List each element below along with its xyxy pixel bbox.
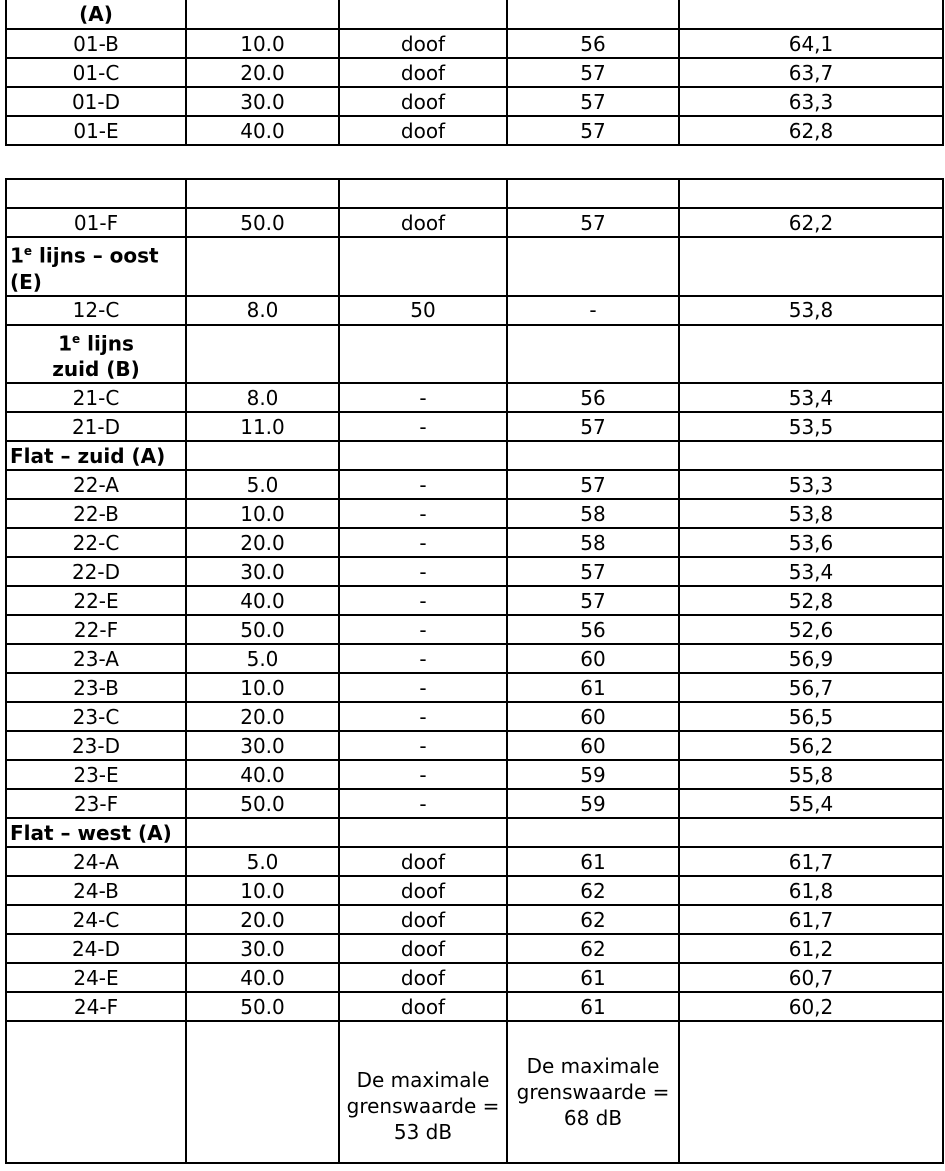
table-row — [6, 470, 943, 499]
height-value: 20.0 — [186, 58, 339, 87]
point-id: 12-C — [6, 296, 186, 325]
empty-cell — [339, 237, 507, 296]
column4-value: 57 — [507, 557, 679, 586]
column4-value: 61 — [507, 847, 679, 876]
table-row — [6, 731, 943, 760]
height-value: 10.0 — [186, 499, 339, 528]
section-header-row — [6, 818, 943, 847]
column3-value: - — [339, 528, 507, 557]
table-row — [6, 644, 943, 673]
point-id: 22-E — [6, 586, 186, 615]
empty-cell — [186, 1021, 339, 1163]
table-row — [6, 615, 943, 644]
height-value: 20.0 — [186, 702, 339, 731]
column3-value: doof — [339, 116, 507, 145]
column4-value: 60 — [507, 731, 679, 760]
table-row — [6, 702, 943, 731]
column3-value: doof — [339, 963, 507, 992]
column5-value: 53,6 — [679, 528, 943, 557]
column3-value: - — [339, 586, 507, 615]
column4-value: 57 — [507, 87, 679, 116]
table-row — [6, 208, 943, 237]
height-value: 30.0 — [186, 934, 339, 963]
point-id: 22-C — [6, 528, 186, 557]
section-label: (A) — [6, 0, 186, 29]
empty-cell — [339, 441, 507, 470]
column4-value: 57 — [507, 470, 679, 499]
table-row — [6, 673, 943, 702]
empty-cell — [507, 325, 679, 384]
column3-value: doof — [339, 58, 507, 87]
column5-value: 61,8 — [679, 876, 943, 905]
empty-cell — [679, 0, 943, 29]
results-table-main — [5, 178, 944, 1164]
table-row — [6, 586, 943, 615]
column3-value: 50 — [339, 296, 507, 325]
empty-cell — [679, 441, 943, 470]
column3-value: - — [339, 760, 507, 789]
column4-value: 59 — [507, 760, 679, 789]
point-id: 01-B — [6, 29, 186, 58]
column5-value: 52,6 — [679, 615, 943, 644]
column3-value: doof — [339, 876, 507, 905]
point-id: 24-C — [6, 905, 186, 934]
height-value: 20.0 — [186, 905, 339, 934]
table-row — [6, 847, 943, 876]
height-value: 5.0 — [186, 470, 339, 499]
height-value: 30.0 — [186, 87, 339, 116]
height-value: 50.0 — [186, 992, 339, 1021]
table-row — [6, 296, 943, 325]
height-value: 30.0 — [186, 557, 339, 586]
column4-value: 57 — [507, 116, 679, 145]
height-value: 50.0 — [186, 789, 339, 818]
table-row — [6, 29, 943, 58]
section-header-row — [6, 325, 943, 384]
height-value: 20.0 — [186, 528, 339, 557]
column5-value: 64,1 — [679, 29, 943, 58]
column3-value: - — [339, 702, 507, 731]
column3-value: doof — [339, 992, 507, 1021]
empty-cell — [186, 179, 339, 208]
point-id: 24-D — [6, 934, 186, 963]
empty-cell — [679, 237, 943, 296]
column5-value: 61,7 — [679, 905, 943, 934]
column4-value: 59 — [507, 789, 679, 818]
height-value: 8.0 — [186, 383, 339, 412]
height-value: 5.0 — [186, 644, 339, 673]
limit-note: De maximale grenswaarde = 53 dB — [339, 1021, 507, 1163]
table-row — [6, 905, 943, 934]
empty-cell — [507, 441, 679, 470]
height-value: 11.0 — [186, 412, 339, 441]
empty-cell — [339, 0, 507, 29]
column3-value: doof — [339, 87, 507, 116]
column5-value: 63,7 — [679, 58, 943, 87]
column4-value: 56 — [507, 29, 679, 58]
column5-value: 61,2 — [679, 934, 943, 963]
empty-cell — [339, 325, 507, 384]
column4-value: 58 — [507, 528, 679, 557]
point-id: 22-B — [6, 499, 186, 528]
column3-value: - — [339, 383, 507, 412]
height-value: 10.0 — [186, 29, 339, 58]
point-id: 01-C — [6, 58, 186, 87]
point-id: 01-F — [6, 208, 186, 237]
column5-value: 56,9 — [679, 644, 943, 673]
column3-value: doof — [339, 905, 507, 934]
empty-cell — [679, 818, 943, 847]
limit-note: De maximale grenswaarde = 68 dB — [507, 1021, 679, 1163]
column5-value: 55,8 — [679, 760, 943, 789]
column4-value: 57 — [507, 208, 679, 237]
height-value: 40.0 — [186, 116, 339, 145]
height-value: 5.0 — [186, 847, 339, 876]
column4-value: 58 — [507, 499, 679, 528]
point-id: 23-C — [6, 702, 186, 731]
section-header-row — [6, 0, 943, 29]
column5-value: 53,3 — [679, 470, 943, 499]
point-id: 23-B — [6, 673, 186, 702]
table-row — [6, 87, 943, 116]
height-value: 40.0 — [186, 760, 339, 789]
section-label-zuid: 1e lijns zuid (B) — [6, 325, 186, 384]
column4-value: 57 — [507, 58, 679, 87]
column3-value: doof — [339, 29, 507, 58]
column4-value: 56 — [507, 383, 679, 412]
height-value: 30.0 — [186, 731, 339, 760]
column4-value: 62 — [507, 905, 679, 934]
column3-value: - — [339, 644, 507, 673]
column5-value: 60,7 — [679, 963, 943, 992]
column5-value: 56,2 — [679, 731, 943, 760]
point-id: 22-F — [6, 615, 186, 644]
column3-value: - — [339, 789, 507, 818]
column3-value: - — [339, 615, 507, 644]
empty-cell — [186, 237, 339, 296]
column5-value: 62,2 — [679, 208, 943, 237]
point-id: 23-E — [6, 760, 186, 789]
table-row — [6, 760, 943, 789]
table-row — [6, 934, 943, 963]
empty-cell — [507, 179, 679, 208]
column5-value: 53,8 — [679, 296, 943, 325]
point-id: 23-F — [6, 789, 186, 818]
point-id: 24-A — [6, 847, 186, 876]
height-value: 10.0 — [186, 673, 339, 702]
empty-cell — [507, 237, 679, 296]
column5-value: 60,2 — [679, 992, 943, 1021]
column5-value: 53,4 — [679, 557, 943, 586]
table-row — [6, 789, 943, 818]
height-value: 40.0 — [186, 963, 339, 992]
height-value: 50.0 — [186, 208, 339, 237]
column5-value: 61,7 — [679, 847, 943, 876]
table-row — [6, 116, 943, 145]
column5-value: 53,4 — [679, 383, 943, 412]
empty-cell — [6, 1021, 186, 1163]
column5-value: 53,5 — [679, 412, 943, 441]
column4-value: 61 — [507, 963, 679, 992]
height-value: 50.0 — [186, 615, 339, 644]
column5-value: 55,4 — [679, 789, 943, 818]
point-id: 24-B — [6, 876, 186, 905]
empty-cell — [186, 441, 339, 470]
table-row — [6, 58, 943, 87]
column4-value: 61 — [507, 673, 679, 702]
empty-cell — [339, 818, 507, 847]
empty-cell — [507, 0, 679, 29]
column4-value: 60 — [507, 702, 679, 731]
empty-cell — [186, 818, 339, 847]
section-label-flat-zuid: Flat – zuid (A) — [6, 441, 186, 470]
empty-cell — [679, 179, 943, 208]
column3-value: - — [339, 731, 507, 760]
table-row — [6, 963, 943, 992]
table-row — [6, 528, 943, 557]
point-id: 22-D — [6, 557, 186, 586]
column5-value: 62,8 — [679, 116, 943, 145]
column4-value: 61 — [507, 992, 679, 1021]
results-table-top — [5, 0, 944, 146]
column5-value: 52,8 — [679, 586, 943, 615]
column3-value: doof — [339, 847, 507, 876]
column5-value: 56,7 — [679, 673, 943, 702]
column5-value: 63,3 — [679, 87, 943, 116]
table-row — [6, 992, 943, 1021]
section-label-oost: 1e lijns – oost (E) — [6, 237, 186, 296]
section-header-row — [6, 237, 943, 296]
empty-cell — [6, 179, 186, 208]
note-row — [6, 1021, 943, 1163]
section-label-flat-west: Flat – west (A) — [6, 818, 186, 847]
point-id: 01-D — [6, 87, 186, 116]
column3-value: doof — [339, 208, 507, 237]
height-value: 8.0 — [186, 296, 339, 325]
blank-header-row — [6, 179, 943, 208]
empty-cell — [679, 325, 943, 384]
column3-value: - — [339, 412, 507, 441]
empty-cell — [186, 325, 339, 384]
column5-value: 56,5 — [679, 702, 943, 731]
height-value: 10.0 — [186, 876, 339, 905]
empty-cell — [339, 179, 507, 208]
column3-value: - — [339, 499, 507, 528]
table-row — [6, 557, 943, 586]
column4-value: - — [507, 296, 679, 325]
column3-value: - — [339, 673, 507, 702]
column5-value: 53,8 — [679, 499, 943, 528]
column4-value: 62 — [507, 934, 679, 963]
point-id: 21-C — [6, 383, 186, 412]
section-header-row — [6, 441, 943, 470]
column4-value: 62 — [507, 876, 679, 905]
column4-value: 60 — [507, 644, 679, 673]
column4-value: 57 — [507, 412, 679, 441]
point-id: 21-D — [6, 412, 186, 441]
column4-value: 57 — [507, 586, 679, 615]
point-id: 24-F — [6, 992, 186, 1021]
point-id: 22-A — [6, 470, 186, 499]
empty-cell — [679, 1021, 943, 1163]
point-id: 23-D — [6, 731, 186, 760]
height-value: 40.0 — [186, 586, 339, 615]
table-row — [6, 412, 943, 441]
column4-value: 56 — [507, 615, 679, 644]
point-id: 23-A — [6, 644, 186, 673]
table-row — [6, 383, 943, 412]
empty-cell — [186, 0, 339, 29]
column3-value: - — [339, 557, 507, 586]
point-id: 24-E — [6, 963, 186, 992]
point-id: 01-E — [6, 116, 186, 145]
column3-value: doof — [339, 934, 507, 963]
table-row — [6, 876, 943, 905]
empty-cell — [507, 818, 679, 847]
column3-value: - — [339, 470, 507, 499]
table-row — [6, 499, 943, 528]
